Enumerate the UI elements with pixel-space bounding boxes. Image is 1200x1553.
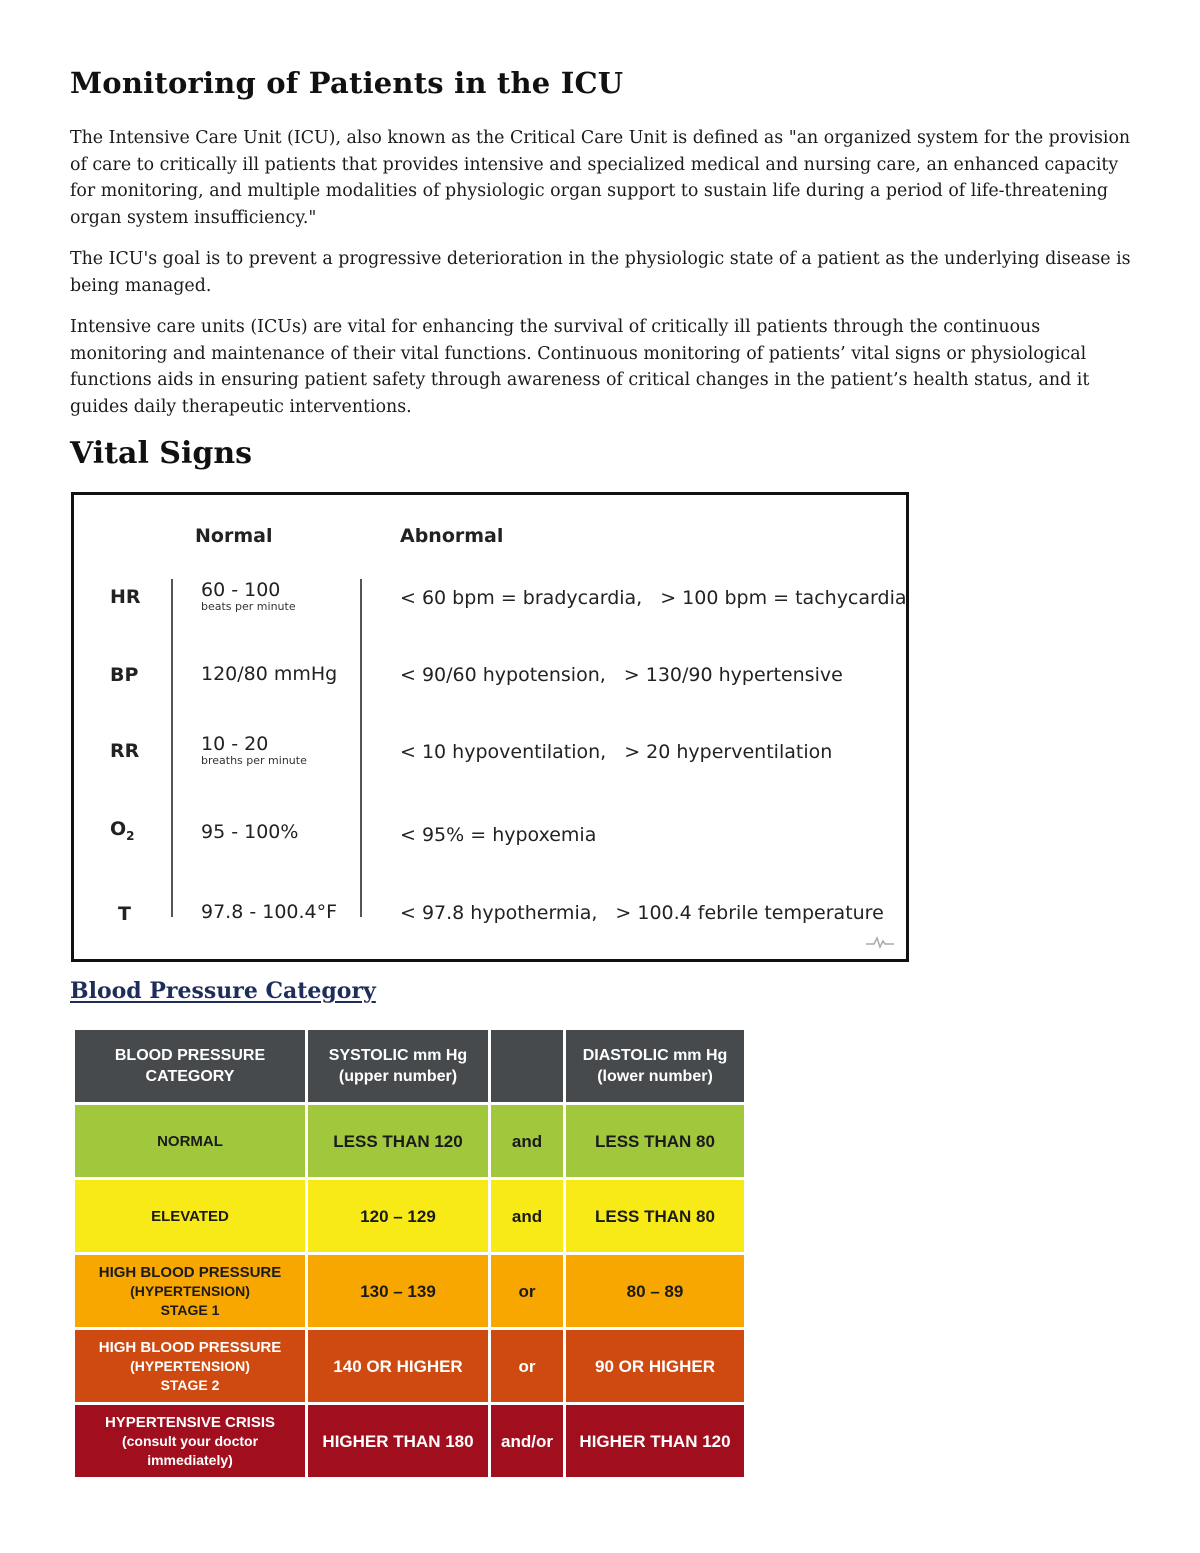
vital-normal-value: 97.8 - 100.4°F <box>201 901 338 923</box>
header-systolic: SYSTOLIC mm Hg (upper number) <box>308 1030 488 1105</box>
category-cell: ELEVATED <box>75 1180 305 1255</box>
page-title: Monitoring of Patients in the ICU <box>70 66 624 100</box>
abnormal-column-header: Abnormal <box>400 525 504 547</box>
vital-normal-hr <box>201 579 296 613</box>
diastolic-cell: 80 – 89 <box>566 1255 744 1330</box>
table-row <box>75 1330 744 1405</box>
vital-normal-value: 60 - 100 <box>201 579 281 601</box>
header-diastolic: DIASTOLIC mm Hg (lower number) <box>566 1030 744 1105</box>
abnormal-low: < 60 bpm = bradycardia, <box>400 587 643 609</box>
intro-paragraph: The Intensive Care Unit (ICU), also known as the Critical Care Unit is defined as "an organized system for the provision of care to critically ill patients that provides intensive and specialized medical and nursing care, an enhanced capacity for monitoring, and multiple modalities of physiologic organ support to sustain life during a period of life-threatening organ system insufficiency." <box>70 128 1131 228</box>
conjunction-cell: or <box>491 1255 563 1330</box>
heartbeat-logo-icon <box>866 935 894 949</box>
systolic-cell: 120 – 129 <box>308 1180 488 1255</box>
diastolic-cell: HIGHER THAN 120 <box>566 1405 744 1480</box>
vital-normal-t <box>201 901 337 923</box>
vital-label-o2: $O_2$ <box>110 818 135 843</box>
vital-label-t: T <box>118 903 131 925</box>
table-row <box>75 1405 744 1480</box>
table-row <box>75 1105 744 1180</box>
diastolic-cell: LESS THAN 80 <box>566 1180 744 1255</box>
table-row <box>75 1255 744 1330</box>
vital-normal-unit: beats per minute <box>201 600 296 613</box>
abnormal-low: < 10 hypoventilation, <box>400 741 607 763</box>
header-conjunction <box>491 1030 563 1105</box>
table-header-row <box>75 1030 744 1105</box>
category-cell: HIGH BLOOD PRESSURE (HYPERTENSION) STAGE 2 <box>75 1330 305 1405</box>
vital-abnormal-rr <box>400 741 832 763</box>
systolic-cell: LESS THAN 120 <box>308 1105 488 1180</box>
conjunction-cell: or <box>491 1330 563 1405</box>
vital-abnormal-t <box>400 902 884 924</box>
vital-normal-unit: breaths per minute <box>201 754 307 767</box>
normal-column-header: Normal <box>195 525 273 547</box>
vital-normal-value: 120/80 mmHg <box>201 663 338 685</box>
divider-line <box>360 579 362 917</box>
vital-abnormal-bp <box>400 664 843 686</box>
vital-normal-bp <box>201 663 337 685</box>
divider-line <box>171 579 173 917</box>
blood-pressure-category-link[interactable]: Blood Pressure Category <box>70 978 376 1004</box>
header-category: BLOOD PRESSURE CATEGORY <box>75 1030 305 1105</box>
blood-pressure-table <box>72 1030 747 1480</box>
vital-abnormal-hr <box>400 587 907 609</box>
abnormal-high: > 100.4 febrile temperature <box>615 902 884 924</box>
abnormal-low: < 90/60 hypotension, <box>400 664 606 686</box>
abnormal-low: < 95% = hypoxemia <box>400 824 597 846</box>
diastolic-cell: LESS THAN 80 <box>566 1105 744 1180</box>
abnormal-low: < 97.8 hypothermia, <box>400 902 598 924</box>
systolic-cell: 130 – 139 <box>308 1255 488 1330</box>
goal-paragraph: The ICU's goal is to prevent a progressive deterioration in the physiologic state of a patient as the underlying disease is being managed. <box>70 249 1131 296</box>
category-cell: HIGH BLOOD PRESSURE (HYPERTENSION) STAGE 1 <box>75 1255 305 1330</box>
category-cell: NORMAL <box>75 1105 305 1180</box>
systolic-cell: 140 OR HIGHER <box>308 1330 488 1405</box>
vital-signs-heading: Vital Signs <box>70 436 253 471</box>
conjunction-cell: and/or <box>491 1405 563 1480</box>
abnormal-high: > 20 hyperventilation <box>624 741 833 763</box>
conjunction-cell: and <box>491 1180 563 1255</box>
vital-label-bp: BP <box>110 664 139 686</box>
vital-normal-value: 95 - 100% <box>201 821 299 843</box>
table-row <box>75 1180 744 1255</box>
vital-normal-o2 <box>201 821 298 843</box>
conjunction-cell: and <box>491 1105 563 1180</box>
systolic-cell: HIGHER THAN 180 <box>308 1405 488 1480</box>
abnormal-high: > 100 bpm = tachycardia <box>660 587 907 609</box>
vital-abnormal-o2 <box>400 824 596 846</box>
vital-normal-value: 10 - 20 <box>201 733 269 755</box>
vital-signs-figure <box>71 492 909 962</box>
vital-normal-rr <box>201 733 307 767</box>
abnormal-high: > 130/90 hypertensive <box>623 664 843 686</box>
monitoring-paragraph: Intensive care units (ICUs) are vital for enhancing the survival of critically ill patients through the continuous monitoring and maintenance of their vital functions. Continuous monitoring of patients’ vital signs or physiological functions aids in ensuring patient safety through awareness of critical changes in the patient’s health status, and it guides daily therapeutic interventions. <box>70 317 1090 417</box>
diastolic-cell: 90 OR HIGHER <box>566 1330 744 1405</box>
vital-label-rr: RR <box>110 740 140 762</box>
vital-label-hr: HR <box>110 586 141 608</box>
category-cell: HYPERTENSIVE CRISIS (consult your doctor immediately) <box>75 1405 305 1480</box>
